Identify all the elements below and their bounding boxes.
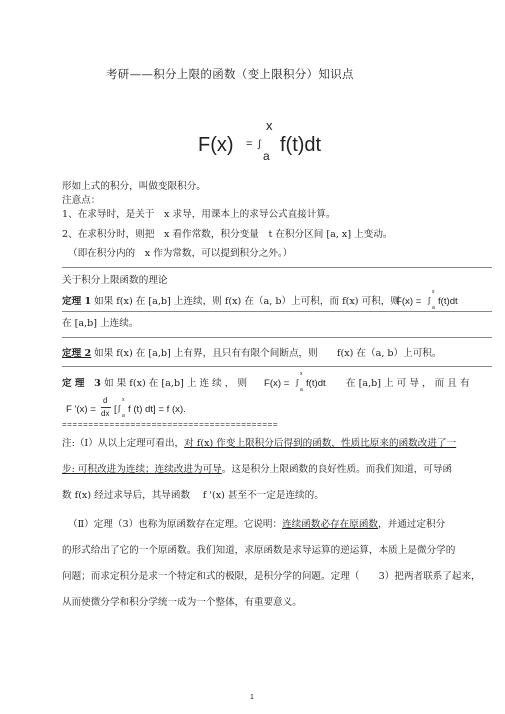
note-3: （即在积分内的 x 作为常数，可以提到积分之外。） [68,248,293,259]
theorem-1-formula-rhs: f(t)dt [438,296,458,307]
lower-limit: a [263,149,270,163]
theorem-3-lower: a [300,387,303,393]
theorem-1-text: 如果 f(x) 在 [a,b] 上连续，则 f(x) 在（a, b）上可积，而 f(x) 可积，则 [94,296,400,307]
derivative-integral-sign: ∫ [118,404,121,413]
separator-line: ========================================= [62,420,279,429]
page-number: 1 [250,694,254,701]
derivative-bracket: [ [114,404,117,415]
derivative-d: d [103,396,108,405]
theorem-3-formula-lhs: F(x) = [264,378,290,389]
derivative-lower: a [122,413,125,419]
formula-lhs: F(x) [198,134,234,156]
derivative-body: f (t) dt] = f (x). [128,404,186,415]
divider [62,337,492,338]
theorem-1-label: 定理 1 [62,296,92,307]
remark-1-line-3: 数 f(x) 经过求导后，其导函数 f '(x) 甚至不一定是连续的。 [62,490,324,501]
divider [62,267,492,268]
note-1: 1、在求导时，是关于 x 求导，用课本上的求导公式直接计算。 [62,209,336,220]
theorem-1-integral-sign: ∫ [428,296,431,305]
theorem-3-text-1: 如 果 f(x) 在 [a,b] 上 连 续 ， 则 [104,378,248,389]
remark-2-rest-1: ，并通过定积分 [378,519,446,530]
theorem-3-formula-rhs: f(t)dt [306,378,326,389]
integral-sign: ∫ [258,139,261,150]
theorem-2-label: 定理 2 [62,348,92,359]
theorem-1-lower: a [432,305,435,311]
note-2: 2、在求积分时，则把 x 看作常数，积分变量 t 在积分区间 [a, x] 上变动。 [62,229,393,240]
derivative-upper: x [122,397,125,403]
theorem-1-upper: x [432,289,435,295]
divider [62,366,492,367]
remark-2-prefix: （Ⅱ）定理（3）也称为原函数存在定理。它说明： [68,519,283,530]
theorem-3-label: 定 理 3 [62,378,101,389]
remark-1-underlined-1: 对 f(x) 作变上限积分后得到的函数，性质比原来的函数改进了一 [184,438,457,449]
upper-limit: x [266,118,273,133]
theorem-1-tail: 在 [a,b] 上连续。 [62,318,139,329]
theory-heading: 关于积分上限函数的理论 [62,275,168,286]
derivative-lhs: F '(x) = [66,404,96,415]
theorem-3-text-2: 在 [a,b] 上 可 导 ， 而 且 有 [346,378,470,389]
theorem-1-underline [62,311,492,312]
intro-line-2: 注意点： [62,195,101,206]
remark-2-line-2: 的形式给出了它的一个原函数。我们知道，求原函数是求导运算的逆运算，本质上是微分学的 [62,545,456,556]
formula-rhs: f(t)dt [280,134,322,156]
theorem-3-upper: x [300,371,303,377]
theorem-1-formula-lhs: F(x) = [396,296,422,307]
remark-2-line-4: 从而使微分学和积分学统一成为一个整体，有重要意义。 [62,597,302,608]
remark-2-underlined: 连续函数必存在原函数 [282,519,379,530]
remark-1-rest-2: 。这是积分上限函数的良好性质。而我们知道，可导函 [221,464,453,475]
remark-1-underlined-2: 步: 可积改进为连续；连续改进为可导 [62,464,222,475]
theorem-3-integral-sign: ∫ [296,378,299,387]
remark-1-line-2 [62,464,452,476]
formula-equals: = [246,138,253,150]
intro-line-1: 形如上式的积分，叫做变限积分。 [62,181,206,192]
derivative-dx: dx [101,409,110,418]
remark-1-prefix: 注:（Ⅰ）从以上定理可看出， [62,438,185,449]
page-title: 考研——积分上限的函数（变上限积分）知识点 [106,67,354,81]
remark-1-line-1 [62,438,456,450]
derivative-fraction-bar [101,407,111,408]
remark-2-line-3: 问题；而求定积分是求一个特定和式的极限，是积分学的问题。定理（ 3）把两者联系了起来， [62,571,481,582]
theorem-2-text: 如果 f(x) 在 [a,b] 上有界，且只有有限个间断点，则 f(x) 在（a, b）上可积。 [94,348,442,359]
remark-2-line-1 [68,519,445,531]
